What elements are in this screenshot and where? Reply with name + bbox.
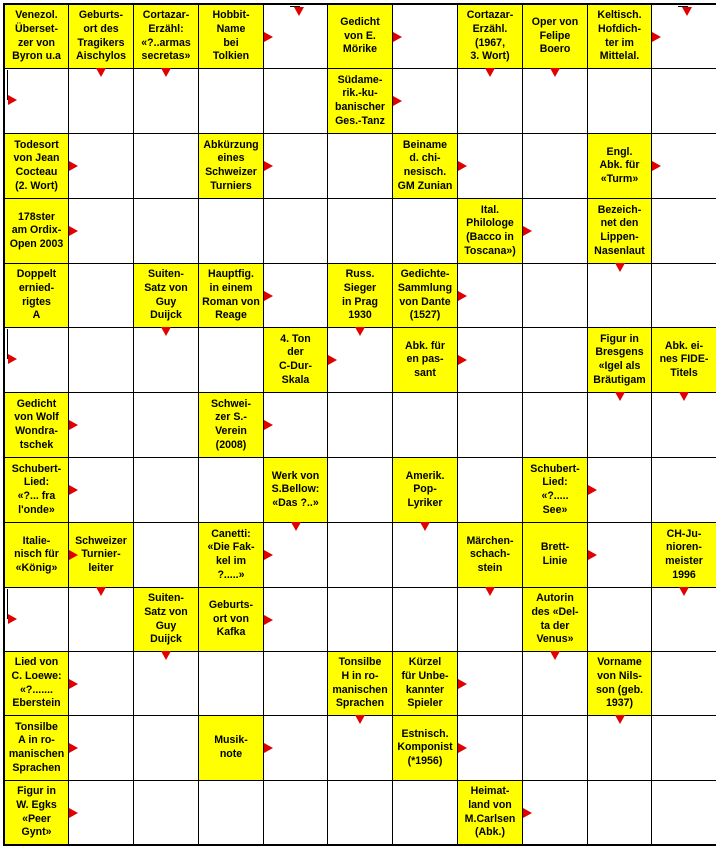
answer-cell[interactable] [69,264,134,328]
clue-cell [5,716,69,781]
clue-text: Tonsilbe A in ro- manischen Sprachen [8,720,65,774]
answer-cell[interactable] [264,5,328,69]
clue-text: Todesort von Jean Cocteau (2. Wort) [13,138,60,192]
clue-text: Keltisch. Hofdich- ter im Mittelal. [597,9,642,63]
clue-cell [393,716,458,781]
clue-cell [523,588,588,652]
answer-cell[interactable] [69,652,134,716]
answer-cell[interactable] [134,134,199,199]
clue-text: Oper von Felipe Boero [531,16,579,56]
answer-cell[interactable] [523,781,588,844]
crossword-grid [3,3,716,846]
answer-cell[interactable] [134,652,199,716]
arrow-right-icon [264,32,273,42]
answer-cell[interactable] [199,69,264,134]
answer-cell[interactable] [458,458,523,523]
answer-cell[interactable] [264,523,328,588]
arrow-right-icon [458,291,467,301]
clue-cell [393,264,458,328]
answer-cell[interactable] [328,199,393,264]
answer-cell[interactable] [69,781,134,844]
answer-cell[interactable] [199,781,264,844]
clue-cell [393,134,458,199]
arrow-down-icon [615,392,625,401]
clue-cell [588,652,652,716]
answer-cell[interactable] [652,5,716,69]
clue-cell [523,523,588,588]
clue-cell [652,523,716,588]
clue-text: Schubert- Lied: «?..... See» [530,462,580,516]
answer-cell[interactable] [523,69,588,134]
clue-text: Heimat- land von M.Carlsen (Abk.) [464,785,516,839]
answer-cell[interactable] [588,523,652,588]
clue-text: Suiten- Satz von Guy Duijck [144,268,188,322]
clue-text: Figur in Bresgens «Igel als Bräutigam [593,332,646,386]
clue-cell [134,588,199,652]
answer-cell[interactable] [264,134,328,199]
clue-text: Brett- Linie [540,541,570,567]
answer-cell[interactable] [328,134,393,199]
answer-cell[interactable] [69,69,134,134]
clue-cell [5,523,69,588]
clue-text: Abk. für en pas- sant [404,339,446,379]
answer-cell[interactable] [134,716,199,781]
answer-cell[interactable] [69,134,134,199]
answer-cell[interactable] [199,199,264,264]
clue-text: Geburts- ort des Tragikers Aischylos [75,9,127,63]
answer-cell[interactable] [5,328,69,393]
clue-cell [328,652,393,716]
arrow-right-icon [652,161,661,171]
clue-cell [134,5,199,69]
clue-cell [328,69,393,134]
clue-text: Lied von C. Loewe: «?....... Eberstein [11,656,62,710]
answer-cell[interactable] [134,328,199,393]
clue-text: Venezol. Überset- zer von Byron u.a [12,9,61,63]
answer-cell[interactable] [264,199,328,264]
clue-text: Suiten- Satz von Guy Duijck [144,592,188,646]
arrow-down-icon [161,68,171,77]
answer-cell[interactable] [328,781,393,844]
arrow-right-icon [69,485,78,495]
arrow-right-icon [264,743,273,753]
answer-cell[interactable] [264,588,328,652]
arrow-down-icon [485,587,495,596]
clue-text: Ital. Philologe (Bacco in Toscana») [464,203,516,257]
arrow-right-icon [69,226,78,236]
answer-cell[interactable] [328,458,393,523]
answer-cell[interactable] [523,716,588,781]
clue-text: CH-Ju- nioren- meister 1996 [665,527,703,581]
clue-text: Schwei- zer S.- Verein (2008) [210,397,252,451]
answer-cell[interactable] [523,134,588,199]
clue-text: Schweizer Turnier- leiter [75,534,127,574]
arrow-right-icon [458,161,467,171]
answer-cell[interactable] [588,458,652,523]
arrow-down-icon [679,392,689,401]
answer-cell[interactable] [5,588,69,652]
arrow-down-icon [161,651,171,660]
arrow-right-icon [264,550,273,560]
clue-cell [5,134,69,199]
answer-cell[interactable] [458,264,523,328]
answer-cell[interactable] [588,716,652,781]
clue-text: Werk von S.Bellow: «Das ?..» [271,469,320,509]
clue-cell [5,393,69,458]
arrow-down-icon [550,68,560,77]
answer-cell[interactable] [652,652,716,716]
answer-cell[interactable] [393,393,458,458]
clue-cell [199,588,264,652]
arrow-down-icon [161,327,171,336]
clue-cell [328,264,393,328]
answer-cell[interactable] [134,781,199,844]
arrow-down-icon [96,68,106,77]
clue-cell [652,328,716,393]
clue-cell [5,199,69,264]
arrow-down-icon [485,68,495,77]
clue-text: Cortazar- Erzähl. (1967, 3. Wort) [466,9,514,63]
arrow-down-icon [550,651,560,660]
answer-cell[interactable] [588,781,652,844]
answer-cell[interactable] [199,458,264,523]
clue-text: 178ster am Ordix- Open 2003 [9,210,64,250]
answer-cell[interactable] [458,69,523,134]
clue-text: Engl. Abk. für «Turm» [599,145,640,185]
arrow-right-icon [652,32,661,42]
answer-cell[interactable] [134,199,199,264]
answer-cell[interactable] [5,69,69,134]
clue-text: Gedichte- Sammlung von Dante (1527) [397,268,453,322]
answer-cell[interactable] [652,458,716,523]
clue-cell [264,328,328,393]
arrow-right-icon [264,615,273,625]
arrow-right-icon [69,808,78,818]
arrow-right-icon [69,550,78,560]
answer-cell[interactable] [393,69,458,134]
answer-cell[interactable] [588,393,652,458]
clue-text: Autorin des «Del- ta der Venus» [531,592,579,646]
answer-cell[interactable] [69,458,134,523]
answer-cell[interactable] [328,588,393,652]
answer-cell[interactable] [588,264,652,328]
answer-cell[interactable] [393,781,458,844]
clue-cell [328,5,393,69]
arrow-right-icon [458,355,467,365]
answer-cell[interactable] [523,393,588,458]
answer-cell[interactable] [264,716,328,781]
answer-cell[interactable] [458,588,523,652]
answer-cell[interactable] [264,781,328,844]
clue-cell [588,328,652,393]
clue-cell [5,264,69,328]
arrow-right-icon [588,550,597,560]
clue-cell [264,458,328,523]
answer-cell[interactable] [458,134,523,199]
clue-text: Südame- rik.-ku- banischer Ges.-Tanz [334,73,386,127]
clue-text: Abk. ei- nes FIDE- Titels [659,339,709,379]
arrow-right-icon [523,226,532,236]
arrow-right-icon [264,420,273,430]
clue-text: Geburts- ort von Kafka [208,599,254,639]
arrow-down-icon [615,263,625,272]
clue-text: Estnisch. Komponist (*1956) [397,727,453,767]
clue-text: Cortazar- Erzähl: «?..armas secretas» [141,9,191,63]
answer-cell[interactable] [69,199,134,264]
clue-cell [134,264,199,328]
clue-cell [458,781,523,844]
clue-cell [199,523,264,588]
answer-cell[interactable] [134,69,199,134]
clue-cell [393,458,458,523]
answer-cell[interactable] [458,393,523,458]
clue-text: Figur in W. Egks «Peer Gynt» [16,785,57,839]
clue-cell [69,5,134,69]
clue-cell [199,716,264,781]
arrow-right-icon [458,743,467,753]
clue-text: 4. Ton der C-Dur- Skala [279,332,312,386]
answer-cell[interactable] [199,328,264,393]
answer-cell[interactable] [523,264,588,328]
clue-text: Schubert- Lied: «?... fra l'onde» [11,462,62,516]
answer-cell[interactable] [652,134,716,199]
clue-text: Abkürzung eines Schweizer Turniers [203,138,259,192]
clue-text: Gedicht von Wolf Wondra- tschek [14,397,59,451]
answer-cell[interactable] [328,328,393,393]
clue-cell [393,652,458,716]
arrow-right-icon [69,679,78,689]
arrow-down-icon [615,715,625,724]
answer-cell[interactable] [652,781,716,844]
arrow-down-icon [679,587,689,596]
answer-cell[interactable] [458,652,523,716]
clue-text: Märchen- schach- stein [466,534,514,574]
answer-cell[interactable] [69,716,134,781]
arrow-right-icon [523,808,532,818]
clue-cell [5,781,69,844]
answer-cell[interactable] [393,523,458,588]
answer-cell[interactable] [69,328,134,393]
arrow-right-icon [393,32,402,42]
arrow-right-icon [69,420,78,430]
clue-cell [458,523,523,588]
clue-cell [393,328,458,393]
clue-text: Gedicht von E. Mörike [340,16,380,56]
arrow-right-icon [458,679,467,689]
answer-cell[interactable] [328,523,393,588]
arrow-down-icon [291,522,301,531]
answer-cell[interactable] [134,458,199,523]
clue-text: Canetti: «Die Fak- kel im ?.....» [207,527,255,581]
answer-cell[interactable] [458,716,523,781]
arrow-right-icon [69,161,78,171]
clue-cell [199,134,264,199]
answer-cell[interactable] [328,393,393,458]
clue-cell [588,5,652,69]
clue-cell [523,458,588,523]
arrow-right-icon [264,161,273,171]
answer-cell[interactable] [134,393,199,458]
clue-cell [199,264,264,328]
answer-cell[interactable] [588,588,652,652]
arrow-right-icon [393,96,402,106]
clue-cell [5,5,69,69]
arrow-right-icon [264,291,273,301]
clue-cell [199,393,264,458]
answer-cell[interactable] [264,652,328,716]
answer-cell[interactable] [652,716,716,781]
answer-cell[interactable] [523,328,588,393]
clue-cell [588,134,652,199]
clue-text: Beiname d. chi- nesisch. GM Zunian [397,138,453,192]
arrow-down-icon [355,715,365,724]
clue-cell [5,652,69,716]
arrow-down-icon [355,327,365,336]
answer-cell[interactable] [652,69,716,134]
clue-cell [523,5,588,69]
arrow-right-icon [328,355,337,365]
clue-text: Italie- nisch für «König» [14,534,59,574]
clue-text: Vorname von Nils- son (geb. 1937) [595,656,644,710]
clue-text: Tonsilbe H in ro- manischen Sprachen [332,656,388,710]
answer-cell[interactable] [652,264,716,328]
answer-cell[interactable] [523,652,588,716]
clue-cell [199,5,264,69]
answer-cell[interactable] [264,264,328,328]
clue-text: Musik- note [214,734,248,760]
answer-cell[interactable] [523,199,588,264]
arrow-down-icon [96,587,106,596]
answer-cell[interactable] [69,393,134,458]
answer-cell[interactable] [458,328,523,393]
answer-cell[interactable] [199,652,264,716]
clue-text: Amerik. Pop- Lyriker [405,469,445,509]
answer-cell[interactable] [393,199,458,264]
answer-cell[interactable] [393,588,458,652]
answer-cell[interactable] [652,199,716,264]
clue-text: Hauptfig. in einem Roman von Reage [202,268,260,322]
answer-cell[interactable] [652,393,716,458]
clue-cell [588,199,652,264]
clue-cell [458,5,523,69]
arrow-down-icon [420,522,430,531]
answer-cell[interactable] [393,5,458,69]
clue-text: Kürzel für Unbe- kannter Spieler [401,656,449,710]
arrow-right-icon [588,485,597,495]
clue-cell [69,523,134,588]
clue-text: Hobbit- Name bei Tolkien [212,9,250,63]
answer-cell[interactable] [652,588,716,652]
answer-cell[interactable] [69,588,134,652]
clue-text: Doppelt ernied- rigtes A [16,268,57,322]
clue-cell [5,458,69,523]
answer-cell[interactable] [328,716,393,781]
clue-cell [458,199,523,264]
answer-cell[interactable] [264,393,328,458]
answer-cell[interactable] [588,69,652,134]
clue-text: Bezeich- net den Lippen- Nasenlaut [594,203,645,257]
clue-text: Russ. Sieger in Prag 1930 [342,268,378,322]
answer-cell[interactable] [264,69,328,134]
answer-cell[interactable] [134,523,199,588]
arrow-right-icon [69,743,78,753]
